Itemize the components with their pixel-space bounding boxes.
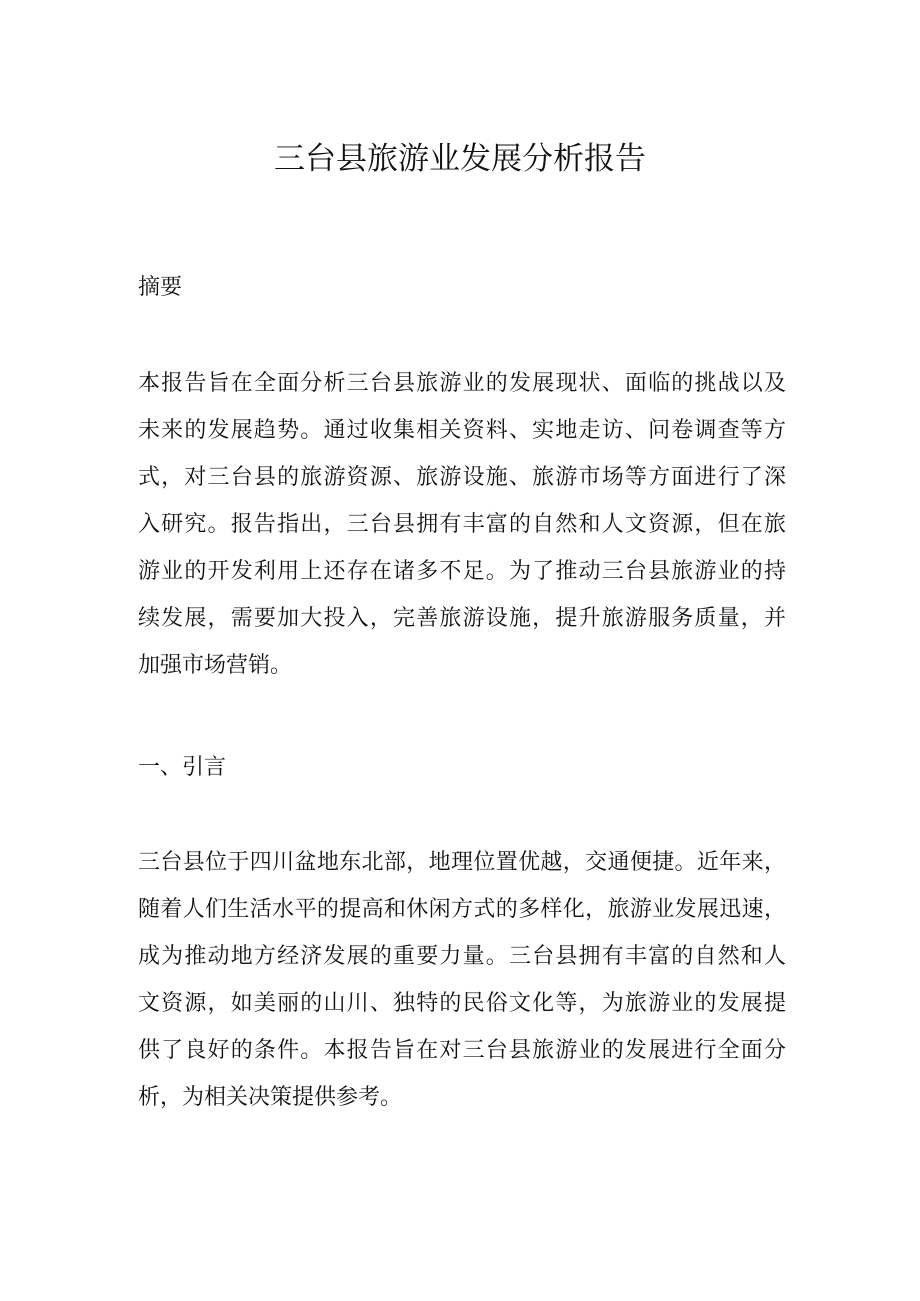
introduction-paragraph	[138, 839, 786, 1121]
paragraph-line: 本报告旨在全面分析三台县旅游业的发展现状、面临的挑战以及	[138, 371, 786, 396]
document-title: 三台县旅游业发展分析报告	[274, 141, 646, 177]
paragraph-line: 未来的发展趋势。通过收集相关资料、实地走访、问卷调查等方	[138, 418, 786, 443]
paragraph-line: 析，为相关决策提供参考。	[138, 1085, 403, 1110]
abstract-paragraph	[138, 360, 786, 689]
paragraph-line: 文资源，如美丽的山川、独特的民俗文化等，为旅游业的发展提	[138, 991, 786, 1016]
paragraph-line: 随着人们生活水平的提高和休闲方式的多样化，旅游业发展迅速，	[138, 897, 786, 922]
paragraph-line: 式，对三台县的旅游资源、旅游设施、旅游市场等方面进行了深	[138, 465, 786, 490]
section-heading-introduction: 一、引言	[138, 755, 227, 780]
paragraph-line: 三台县位于四川盆地东北部，地理位置优越，交通便捷。近年来，	[138, 850, 786, 875]
paragraph-line: 成为推动地方经济发展的重要力量。三台县拥有丰富的自然和人	[138, 944, 786, 969]
paragraph-line: 游业的开发利用上还存在诸多不足。为了推动三台县旅游业的持	[138, 559, 786, 584]
paragraph-line: 加强市场营销。	[138, 653, 293, 678]
section-heading-abstract: 摘要	[138, 275, 183, 300]
paragraph-line: 入研究。报告指出，三台县拥有丰富的自然和人文资源，但在旅	[138, 512, 786, 537]
paragraph-line: 供了良好的条件。本报告旨在对三台县旅游业的发展进行全面分	[138, 1038, 786, 1063]
paragraph-line: 续发展，需要加大投入，完善旅游设施，提升旅游服务质量，并	[138, 606, 786, 631]
